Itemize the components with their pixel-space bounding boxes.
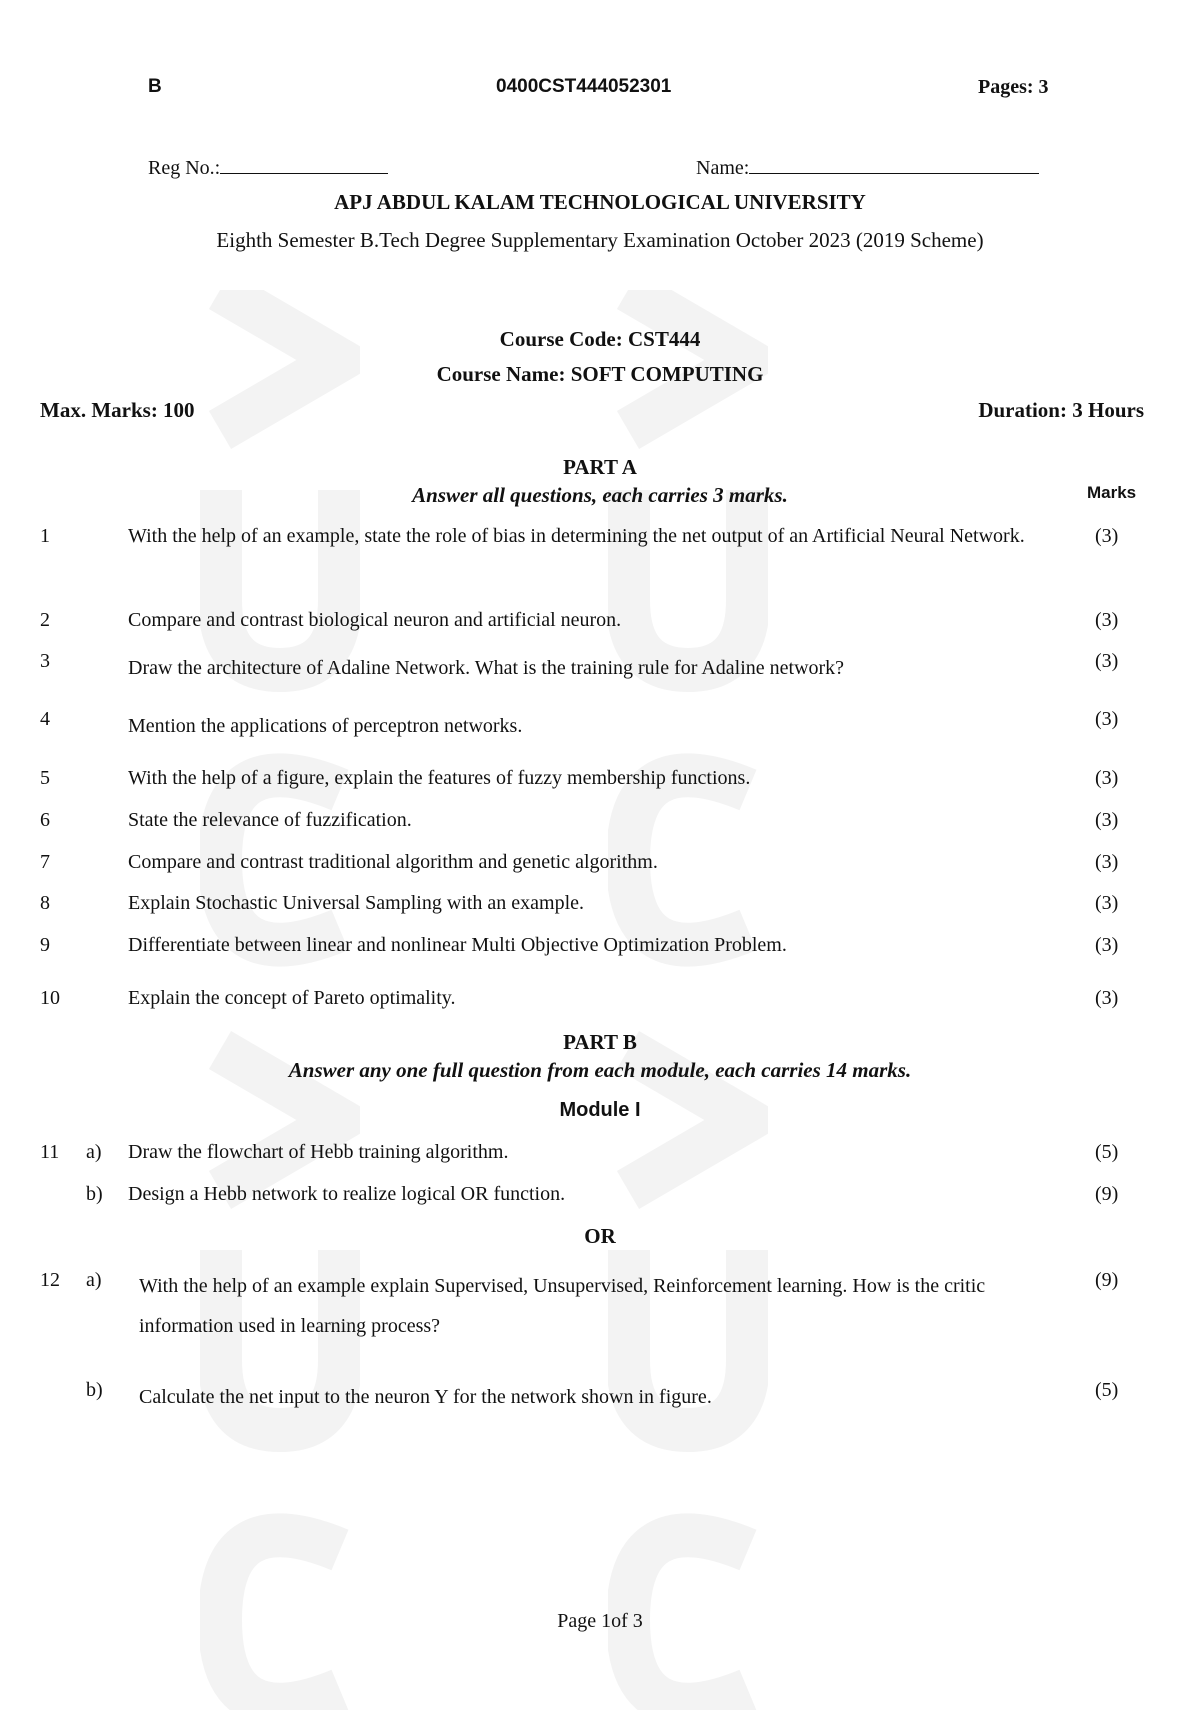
sub-question-label: a) [86,1141,102,1163]
sub-question-text: Calculate the net input to the neuron Y for the network shown in figure. [139,1386,712,1408]
reg-no-field [148,155,388,180]
sub-question-text: Draw the flowchart of Hebb training algorithm. [128,1141,509,1163]
sub-question-label: b) [86,1379,103,1401]
question-number: 12 [40,1269,60,1291]
part-a-instruction: Answer all questions, each carries 3 marks. [412,483,788,507]
question-text: With the help of a figure, explain the features of fuzzy membership functions. [128,767,751,789]
reg-no-label: Reg No.: [148,157,221,179]
max-marks: Max. Marks: 100 [40,398,195,422]
question-marks: (3) [1095,809,1119,831]
sub-question-label: b) [86,1183,103,1205]
page-count: Pages: 3 [978,76,1049,98]
sub-question-marks: (5) [1095,1379,1119,1401]
question-number: 10 [40,987,60,1009]
page-number: Page 1of 3 [557,1610,643,1632]
course-name: Course Name: SOFT COMPUTING [436,362,764,386]
question-number: 11 [40,1141,60,1163]
question-text: With the help of an example, state the role of bias in determining the net output of an Artificial Neural Network. [128,525,1025,547]
course-code: Course Code: CST444 [499,327,701,351]
question-number: 7 [40,851,50,873]
question-text: Explain the concept of Pareto optimality. [128,987,456,1009]
question-set: B [148,76,162,97]
module-heading: Module I [559,1099,641,1121]
question-text: Draw the architecture of Adaline Network. What is the training rule for Adaline network? [128,657,845,679]
question-number: 9 [40,934,50,956]
question-number: 2 [40,609,50,631]
question-number: 6 [40,809,50,831]
marks-header: Marks [1087,483,1137,502]
name-field [696,155,1039,180]
paper-code: 0400CST444052301 [496,76,672,97]
university-name: APJ ABDUL KALAM TECHNOLOGICAL UNIVERSITY [334,190,866,214]
sub-question-marks: (5) [1095,1141,1119,1163]
part-a-title: PART A [563,455,637,479]
question-text: Explain Stochastic Universal Sampling with an example. [128,892,585,914]
question-text: Mention the applications of perceptron networks. [128,715,523,737]
sub-question-text: With the help of an example explain Supervised, Unsupervised, Reinforcement learning. How is the critic information used in learning process? [139,1275,986,1337]
question-text: Compare and contrast biological neuron and artificial neuron. [128,609,622,631]
part-b-title: PART B [563,1030,637,1054]
question-marks: (3) [1095,767,1119,789]
question-number: 1 [40,525,50,547]
sub-question-marks: (9) [1095,1269,1119,1291]
duration: Duration: 3 Hours [978,398,1144,422]
sub-question-label: a) [86,1269,102,1291]
part-b-instruction: Answer any one full question from each module, each carries 14 marks. [288,1058,912,1082]
name-blank [749,155,1039,174]
question-marks: (3) [1095,892,1119,914]
question-marks: (3) [1095,708,1119,730]
question-marks: (3) [1095,851,1119,873]
name-label: Name: [696,157,750,179]
question-number: 4 [40,708,50,730]
question-text: State the relevance of fuzzification. [128,809,412,831]
question-marks: (3) [1095,525,1119,547]
sub-question-marks: (9) [1095,1183,1119,1205]
or-separator: OR [584,1224,616,1248]
question-text: Differentiate between linear and nonlinear Multi Objective Optimization Problem. [128,934,787,956]
sub-question-text: Design a Hebb network to realize logical OR function. [128,1183,566,1205]
question-marks: (3) [1095,650,1119,672]
question-marks: (3) [1095,987,1119,1009]
question-number: 5 [40,767,50,789]
question-number: 8 [40,892,50,914]
question-text: Compare and contrast traditional algorithm and genetic algorithm. [128,851,658,873]
question-marks: (3) [1095,934,1119,956]
question-number: 3 [40,650,50,672]
reg-no-blank [220,155,388,174]
exam-title: Eighth Semester B.Tech Degree Supplementary Examination October 2023 (2019 Scheme) [216,228,984,252]
question-marks: (3) [1095,609,1119,631]
